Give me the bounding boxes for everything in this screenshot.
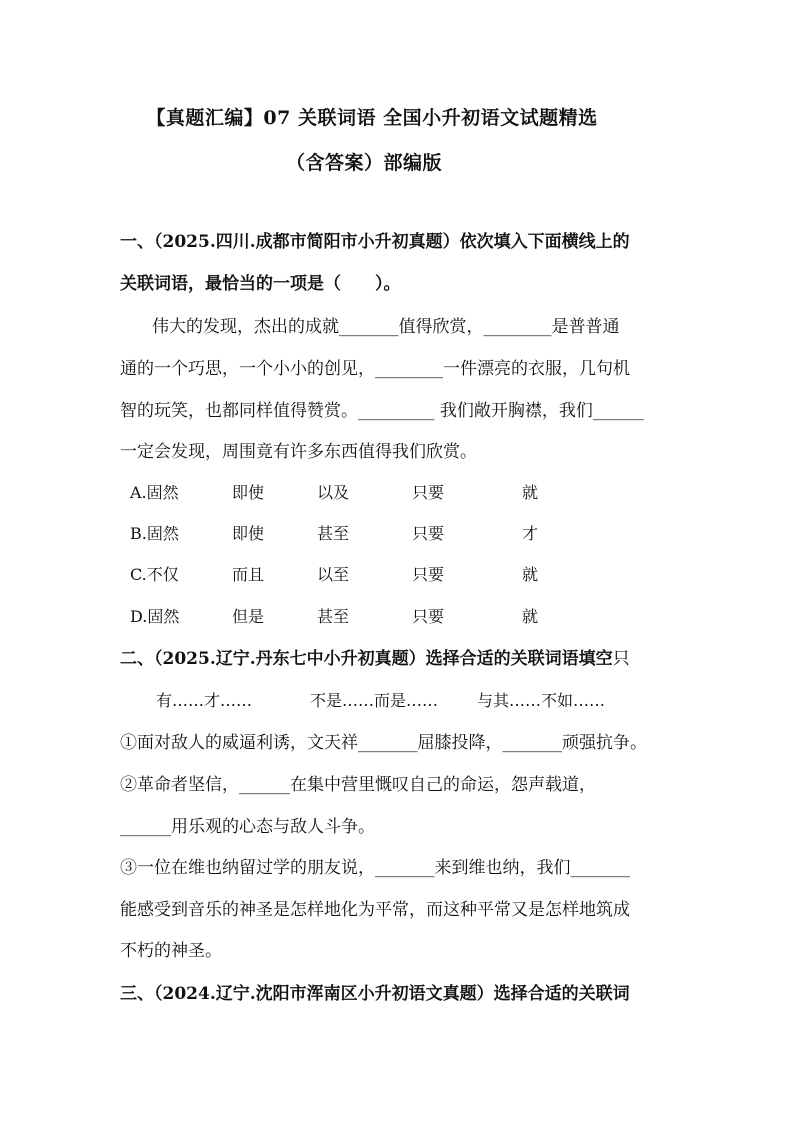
option-a-word-5: 就: [522, 483, 539, 502]
option-c-word-3: 以至: [317, 565, 350, 584]
question-1-passage-line: 通的一个巧思，一个小小的创见，________一件漂亮的衣服，几句机: [120, 359, 630, 379]
question-1-passage-line: 智的玩笑，也都同样值得赞赏。_________ 我们敞开胸襟，我们______: [120, 401, 644, 421]
option-a-word-2: 即使: [232, 483, 265, 502]
option-d-word-1: D.固然: [130, 607, 180, 626]
question-1-heading-line-2: 关联词语，最恰当的一项是（ ）。: [120, 274, 401, 294]
option-b-word-1: B.固然: [130, 524, 179, 543]
option-b-word-2: 即使: [232, 524, 265, 543]
option-d-word-3: 甚至: [317, 607, 350, 626]
document-title-line-1: 【真题汇编】07 关联词语 全国小升初语文试题精选: [146, 107, 598, 129]
option-d-word-4: 只要: [412, 607, 445, 626]
question-2-item-line: 不朽的神圣。: [120, 941, 222, 961]
question-2-item-line: ①面对敌人的威逼利诱，文天祥_______屈膝投降，_______顽强抗争。: [120, 733, 647, 753]
question-1-passage-line: 一定会发现，周围竟有许多东西值得我们欣赏。: [120, 442, 477, 462]
question-2-heading: [120, 647, 630, 671]
option-b-word-4: 只要: [412, 524, 445, 543]
question-2-hint-1: 有……才……: [156, 691, 253, 710]
option-a-word-1: A.固然: [130, 483, 179, 502]
question-2-item-line: ②革命者坚信，______在集中营里慨叹自己的命运，怨声载道，: [120, 775, 596, 795]
question-2-heading-text: 二、（2025.辽宁.丹东七中小升初真题）选择合适的关联词语填空: [120, 649, 613, 669]
question-1-heading-line-1: 一、（2025.四川.成都市简阳市小升初真题）依次填入下面横线上的: [120, 232, 630, 252]
question-2-item-line: ③一位在维也纳留过学的朋友说，_______来到维也纳，我们_______: [120, 858, 630, 878]
option-a-word-3: 以及: [317, 483, 350, 502]
question-2-item-line: ______用乐观的心态与敌人斗争。: [120, 817, 375, 837]
option-d-word-5: 就: [522, 607, 539, 626]
option-c-word-5: 就: [522, 565, 539, 584]
option-a-word-4: 只要: [412, 483, 445, 502]
question-2-hint-2: 不是……而是……: [310, 691, 439, 710]
question-3-heading: 三、（2024.辽宁.沈阳市浑南区小升初语文真题）选择合适的关联词: [120, 984, 630, 1004]
document-title-line-2: （含答案）部编版: [285, 152, 442, 174]
option-d-word-2: 但是: [232, 607, 265, 626]
option-b-word-5: 才: [522, 524, 539, 543]
question-2-heading-tail: 只: [612, 649, 630, 669]
question-2-hint-3: 与其……不如……: [477, 691, 606, 710]
question-1-passage-line: 伟大的发现，杰出的成就_______值得欣赏，________是普普通: [152, 317, 620, 337]
option-b-word-3: 甚至: [317, 524, 350, 543]
option-c-word-1: C.不仅: [130, 565, 179, 584]
option-c-word-4: 只要: [412, 565, 445, 584]
question-2-item-line: 能感受到音乐的神圣是怎样地化为平常，而这种平常又是怎样地筑成: [120, 900, 630, 920]
option-c-word-2: 而且: [232, 565, 265, 584]
